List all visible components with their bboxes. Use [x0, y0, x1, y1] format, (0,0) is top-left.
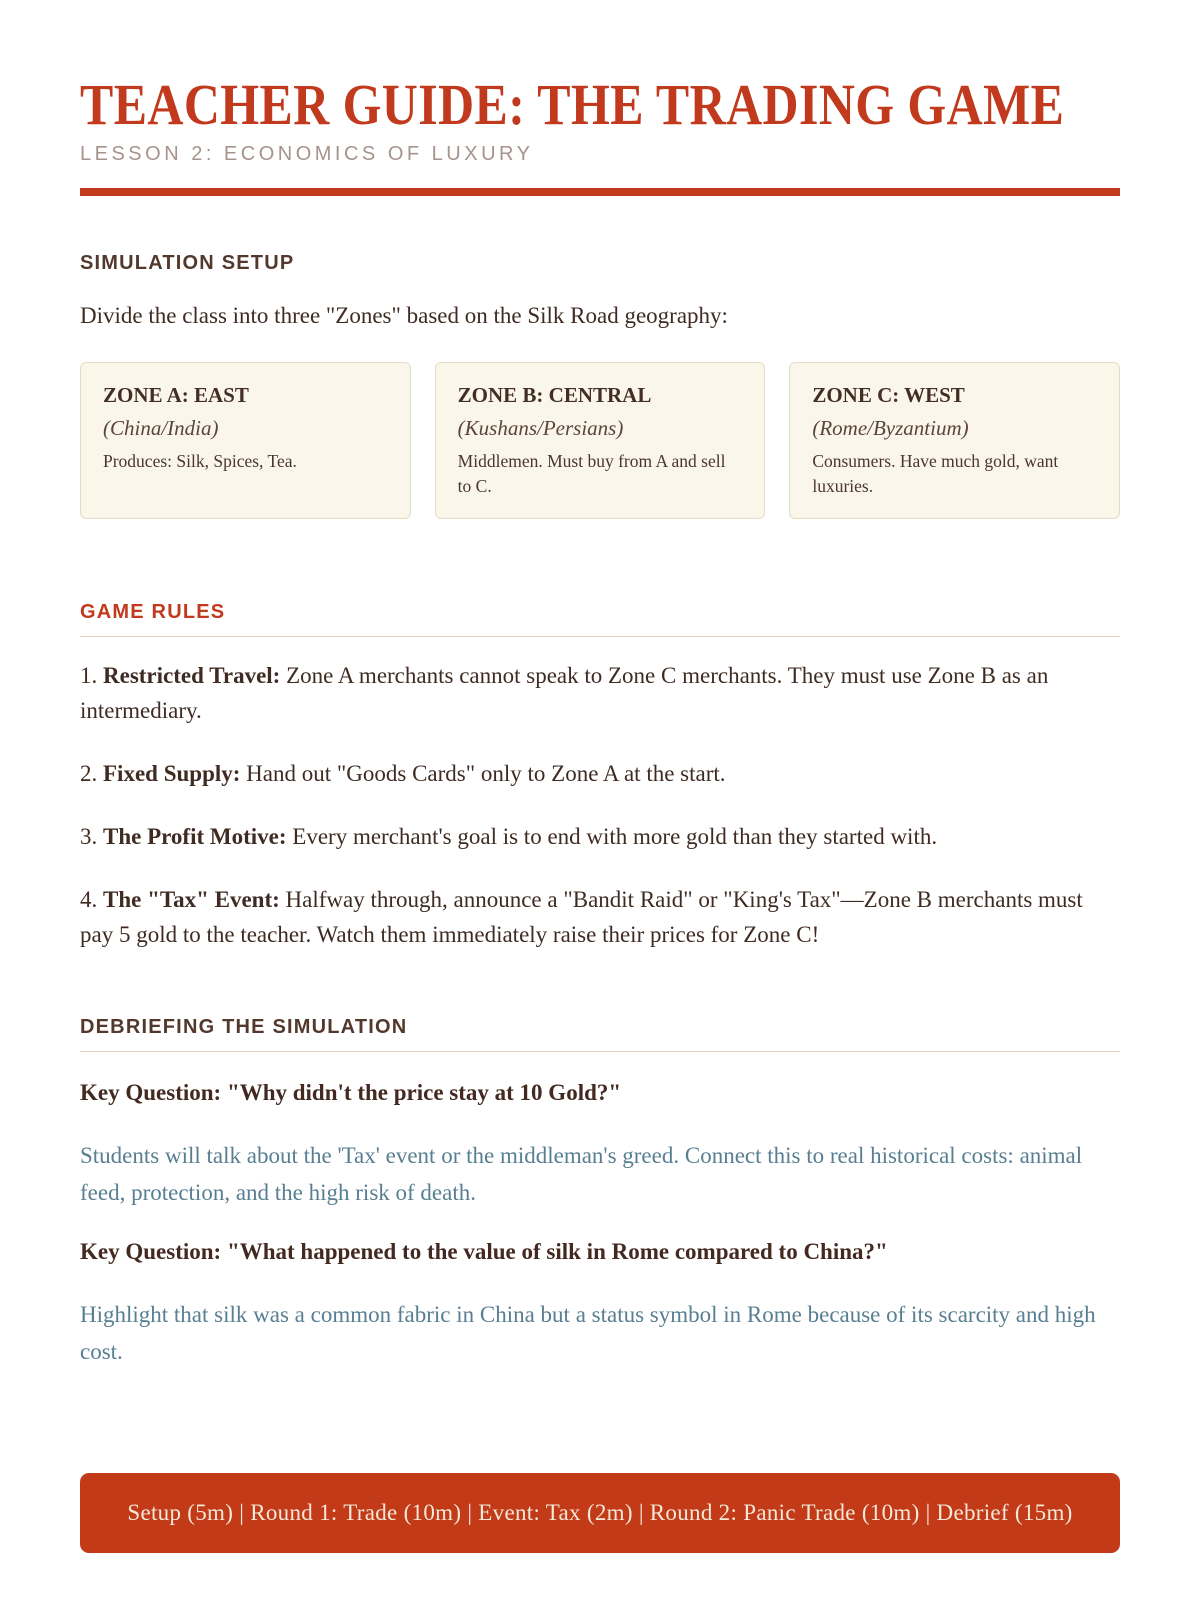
- rule-label: The "Tax" Event:: [103, 886, 280, 912]
- zone-title: ZONE A: EAST: [103, 382, 249, 407]
- rule-label: Restricted Travel:: [103, 662, 281, 688]
- rule-label: The Profit Motive:: [103, 823, 287, 849]
- game-rules-section: [80, 601, 1120, 953]
- rule-number: 4.: [80, 886, 98, 912]
- page-subtitle: LESSON 2: ECONOMICS OF LUXURY: [80, 143, 534, 165]
- zone-description: Produces: Silk, Spices, Tea.: [103, 451, 297, 471]
- zone-card-central: [435, 362, 766, 519]
- zone-region: (China/India): [103, 415, 219, 440]
- rule-text: Every merchant's goal is to end with more gold than they started with.: [292, 823, 938, 849]
- rule-text: Halfway through, announce a "Bandit Raid" or "King's Tax"—Zone B merchants must pay 5 gold to the teacher. Watch them immediately raise their prices for Zone C!: [80, 886, 1083, 947]
- rule-number: 2.: [80, 760, 98, 786]
- simulation-setup-section: [80, 252, 1120, 519]
- document-header: [80, 72, 1120, 196]
- zone-cards-row: [80, 362, 1120, 519]
- rule-item-4: [80, 883, 1120, 953]
- section-heading-debriefing: DEBRIEFING THE SIMULATION: [80, 1016, 1120, 1052]
- setup-intro-text: Divide the class into three "Zones" based on the Silk Road geography:: [80, 303, 728, 328]
- zone-title: ZONE B: CENTRAL: [457, 382, 652, 407]
- zone-region: (Rome/Byzantium): [812, 415, 969, 440]
- zone-card-west: [789, 362, 1120, 519]
- key-answer-2: Highlight that silk was a common fabric in China but a status symbol in Rome because of its scarcity and high cost.: [80, 1301, 1096, 1365]
- rule-item-2: [80, 757, 1120, 792]
- rule-text: Zone A merchants cannot speak to Zone C merchants. They must use Zone B as an intermediary.: [80, 662, 1049, 723]
- lesson-timeline-bar: Setup (5m) | Round 1: Trade (10m) | Event: Tax (2m) | Round 2: Panic Trade (10m) | Debrief (15m): [80, 1473, 1120, 1553]
- debriefing-section: [80, 1016, 1120, 1370]
- rule-item-3: [80, 820, 1120, 855]
- rule-text: Hand out "Goods Cards" only to Zone A at the start.: [246, 760, 726, 786]
- key-question-2: Key Question: "What happened to the value of silk in Rome compared to China?": [80, 1239, 888, 1265]
- key-question-1: Key Question: "Why didn't the price stay at 10 Gold?": [80, 1080, 622, 1106]
- rule-number: 3.: [80, 823, 98, 849]
- zone-title: ZONE C: WEST: [812, 382, 965, 407]
- page-title: TEACHER GUIDE: THE TRADING GAME: [80, 72, 1065, 137]
- rule-label: Fixed Supply:: [103, 760, 241, 786]
- rule-number: 1.: [80, 662, 98, 688]
- rule-item-1: [80, 659, 1120, 729]
- key-answer-1: Students will talk about the 'Tax' event or the middleman's greed. Connect this to real historical costs: animal feed, protection, and the high risk of death.: [80, 1142, 1083, 1206]
- zone-description: Middlemen. Must buy from A and sell to C.: [457, 451, 726, 497]
- zone-description: Consumers. Have much gold, want luxuries.: [812, 451, 1059, 497]
- section-heading-simulation-setup: SIMULATION SETUP: [80, 252, 295, 274]
- header-divider-rule: [80, 188, 1120, 196]
- zone-card-east: [80, 362, 411, 519]
- section-heading-game-rules: GAME RULES: [80, 601, 1120, 637]
- zone-region: (Kushans/Persians): [457, 415, 624, 440]
